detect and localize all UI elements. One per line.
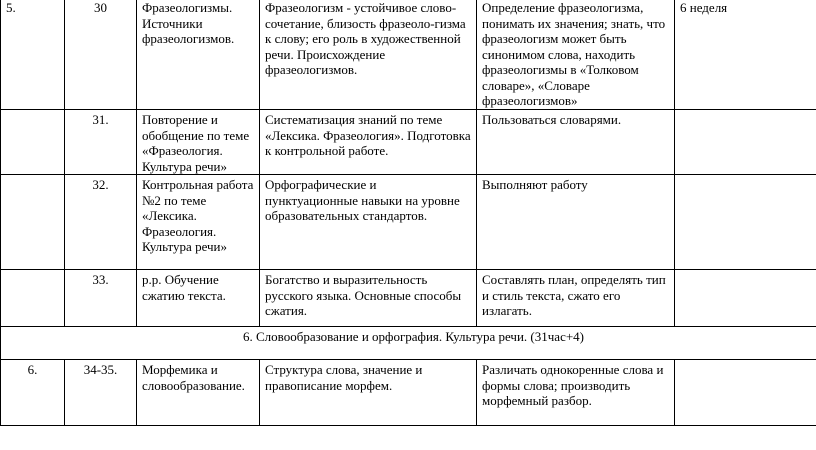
table-row: [1, 110, 816, 175]
table-row: [1, 175, 816, 270]
table-row: [1, 270, 816, 327]
lesson-content: Систематизация знаний по теме «Лексика. Фразеология». Подготовка к контрольной работе.: [260, 110, 477, 175]
lesson-content: Фразеологизм - устойчивое слово-сочетание, близость фразеоло-гизма к слову; его роль в художественной речи. Происхождение фразеологизмов.: [260, 0, 477, 110]
lesson-number: 34-35.: [65, 360, 137, 426]
week-cell: [675, 360, 816, 426]
lesson-number: 33.: [65, 270, 137, 327]
lesson-topic: р.р. Обучение сжатию текста.: [137, 270, 260, 327]
section-row: [1, 327, 816, 360]
row-number: [1, 270, 65, 327]
row-number: 6.: [1, 360, 65, 426]
row-number: [1, 175, 65, 270]
student-activity: Составлять план, определять тип и стиль текста, сжато его излагать.: [477, 270, 675, 327]
section-heading: 6. Словообразование и орфография. Культура речи. (31час+4): [1, 327, 816, 360]
student-activity: Пользоваться словарями.: [477, 110, 675, 175]
week-cell: [675, 270, 816, 327]
week-cell: [675, 110, 816, 175]
lesson-content: Богатство и выразительность русского языка. Основные способы сжатия.: [260, 270, 477, 327]
lesson-topic: Контрольная работа №2 по теме «Лексика. Фразеология. Культура речи»: [137, 175, 260, 270]
lesson-content: Орфографические и пунктуационные навыки на уровне образовательных стандартов.: [260, 175, 477, 270]
table-row: [1, 360, 816, 426]
lesson-topic: Морфемика и словообразование.: [137, 360, 260, 426]
student-activity: Определение фразеологизма, понимать их значения; знать, что фразеологизм может быть синонимом слова, находить фразеологизмы в «Толковом словаре», «Словаре фразеологизмов»: [477, 0, 675, 110]
week-cell: 6 неделя: [675, 0, 816, 110]
lesson-topic: Фразеологизмы. Источники фразеологизмов.: [137, 0, 260, 110]
student-activity: Выполняют работу: [477, 175, 675, 270]
lesson-number: 32.: [65, 175, 137, 270]
row-number: [1, 110, 65, 175]
lesson-topic: Повторение и обобщение по теме «Фразеология. Культура речи»: [137, 110, 260, 175]
row-number: 5.: [1, 0, 65, 110]
week-cell: [675, 175, 816, 270]
lesson-content: Структура слова, значение и правописание морфем.: [260, 360, 477, 426]
student-activity: Различать однокоренные слова и формы слова; производить морфемный разбор.: [477, 360, 675, 426]
lesson-number: 30: [65, 0, 137, 110]
table-row: [1, 0, 816, 110]
lesson-number: 31.: [65, 110, 137, 175]
